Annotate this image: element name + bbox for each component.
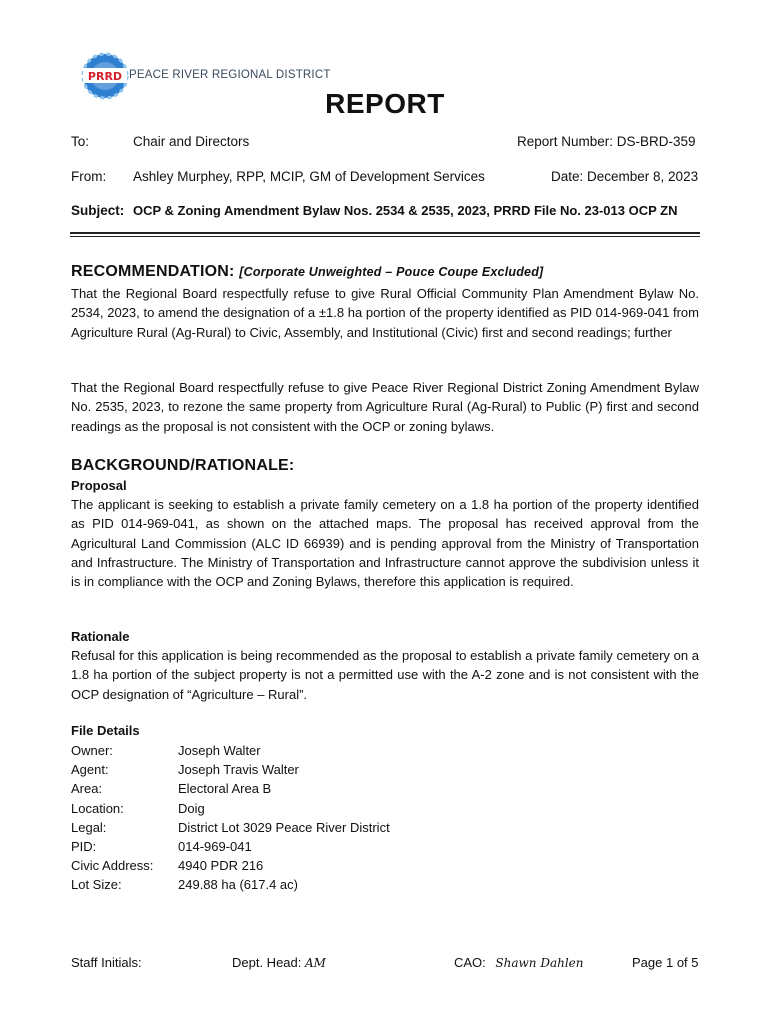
report-number: Report Number: DS-BRD-359: [517, 134, 696, 149]
cao-label: CAO:: [454, 955, 486, 970]
file-details-row: [71, 760, 390, 779]
file-details-key: PID:: [71, 839, 97, 855]
dept-head-signature: AM: [305, 956, 326, 970]
from-value: Ashley Murphey, RPP, MCIP, GM of Development Services: [133, 169, 485, 184]
subject-label: Subject:: [71, 203, 125, 218]
from-label: From:: [71, 169, 107, 184]
to-label: To:: [71, 134, 90, 149]
file-details-key: Lot Size:: [71, 877, 122, 893]
proposal-text: The applicant is seeking to establish a private family cemetery on a 1.8 ha portion of the property identified as PID 014-969-041, as shown on the attached maps. The proposal has received approval from the Agricultural Land Commission (ALC ID 66939) and is pending approval from the Ministry of Transportation and Infrastructure. The Ministry of Transportation and Infrastructure cannot approve the subdivision unless it is in compliance with the OCP and Zoning Bylaws, therefore this application is required.: [71, 497, 699, 590]
subject-value: OCP & Zoning Amendment Bylaw Nos. 2534 & 2535, 2023, PRRD File No. 23-013 OCP ZN: [133, 203, 678, 218]
file-details-row: [71, 837, 390, 856]
recommendation-heading: [71, 263, 543, 281]
cao-field: [454, 955, 584, 970]
report-date: Date: December 8, 2023: [551, 169, 699, 184]
file-details-value: Joseph Travis Walter: [178, 762, 299, 778]
recommendation-para-2: That the Regional Board respectfully refuse to give Peace River Regional District Zoning Amendment Bylaw No. 2535, 2023, to rezone the same property from Agriculture Rural (Ag-Rural) to Public (P) first and second readings as the proposal is not consistent with the OCP or zoning bylaws.: [71, 380, 699, 434]
logo-text: PRRD: [87, 70, 123, 83]
file-details-value: 4940 PDR 216: [178, 858, 264, 874]
org-name: PEACE RIVER REGIONAL DISTRICT: [129, 69, 331, 81]
file-details-value: 249.88 ha (617.4 ac): [178, 877, 298, 893]
file-details-value: 014-969-041: [178, 839, 252, 855]
proposal-heading: Proposal: [71, 478, 127, 493]
file-details-value: Joseph Walter: [178, 743, 261, 758]
recommendation-para-1: That the Regional Board respectfully refuse to give Rural Official Community Plan Amendment Bylaw No. 2534, 2023, to amend the designation of a ±1.8 ha portion of the property identified as PID 014-969-041 from Agriculture Rural (Ag-Rural) to Civic, Assembly, and Institutional (Civic) first and second readings; further: [71, 286, 699, 340]
header-divider-thin: [70, 236, 700, 237]
file-details-value: District Lot 3029 Peace River District: [178, 819, 390, 835]
dept-head-field: [232, 955, 326, 970]
file-details-key: Civic Address:: [71, 858, 154, 874]
report-title: REPORT: [325, 88, 445, 119]
file-details-table: [71, 741, 390, 895]
file-details-row: [71, 875, 390, 894]
file-details-key: Owner:: [71, 743, 113, 758]
file-details-key: Area:: [71, 781, 103, 797]
cao-signature: Shawn Dahlen: [495, 956, 584, 970]
file-details-row: [71, 856, 390, 875]
staff-initials-label: Staff Initials:: [71, 955, 142, 970]
dept-head-label: Dept. Head:: [232, 955, 302, 970]
recommendation-title: RECOMMENDATION:: [71, 263, 235, 280]
file-details-key: Agent:: [71, 762, 109, 778]
rationale-text: Refusal for this application is being recommended as the proposal to establish a private family cemetery on a 1.8 ha portion of the subject property is not a permitted use with the A-2 zone and is not consistent with the OCP designation of “Agriculture – Rural”.: [71, 648, 699, 702]
file-details-value: Doig: [178, 800, 205, 816]
file-details-heading: File Details: [71, 723, 140, 738]
page-number: Page 1 of 5: [632, 955, 699, 970]
file-details-key: Location:: [71, 800, 124, 816]
file-details-key: Legal:: [71, 819, 107, 835]
to-value: Chair and Directors: [133, 134, 250, 149]
file-details-row: [71, 741, 390, 760]
background-heading: BACKGROUND/RATIONALE:: [71, 457, 295, 474]
file-details-row: [71, 779, 390, 798]
rationale-heading: Rationale: [71, 629, 130, 644]
file-details-row: [71, 799, 390, 818]
header-divider: [70, 232, 700, 234]
file-details-value: Electoral Area B: [178, 781, 272, 797]
file-details-row: [71, 818, 390, 837]
recommendation-subheading: [Corporate Unweighted – Pouce Coupe Excluded]: [239, 265, 544, 279]
